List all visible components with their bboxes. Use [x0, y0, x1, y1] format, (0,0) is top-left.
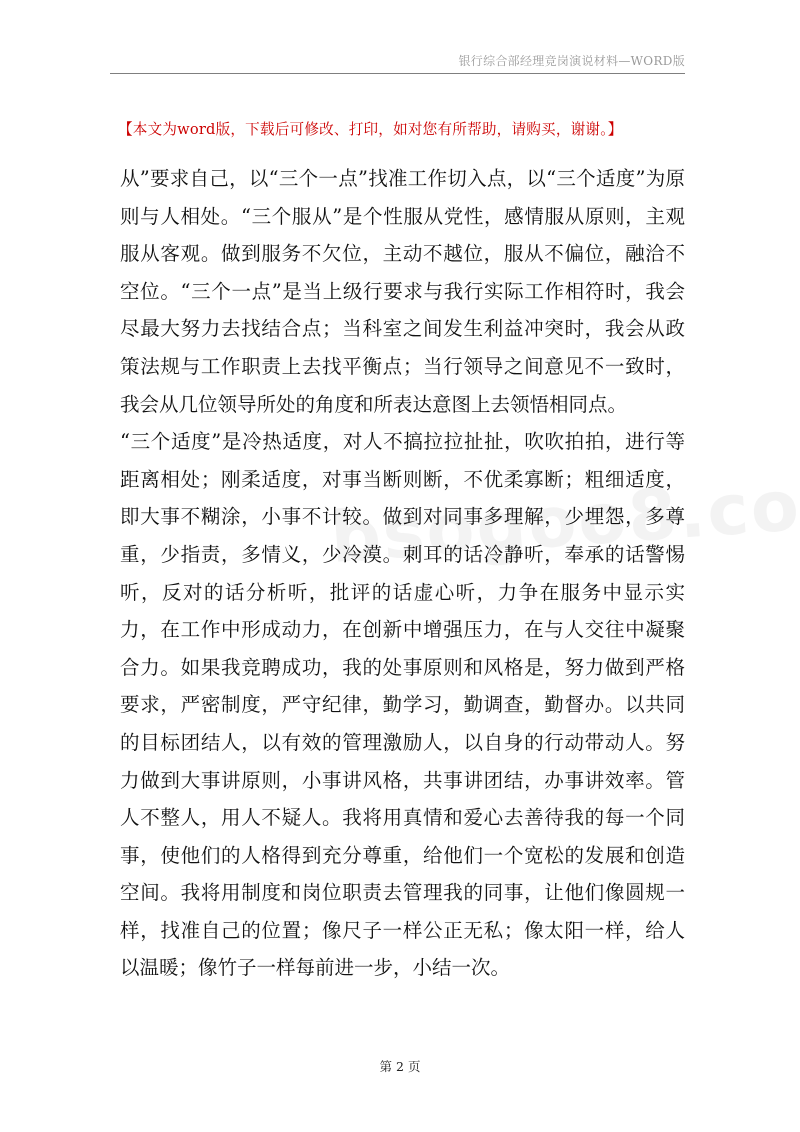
- body-paragraph-2: “三个适度”是冷热适度，对人不搞拉拉扯扯，吹吹拍拍，进行等距离相处；刚柔适度，对事当断则断，不优柔寡断；粗细适度，即大事不糊涂，小事不计较。做到对同事多理解，少埋怨，多尊重，少指责，多情义，少冷漠。刺耳的话冷静听，奉承的话警惕听，反对的话分析听，批评的话虚心听，力争在服务中显示实力，在工作中形成动力，在创新中增强压力，在与人交往中凝聚合力。如果我竞聘成功，我的处事原则和风格是，努力做到严格要求，严密制度，严守纪律，勤学习，勤调查，勤督办。以共同的目标团结人，以有效的管理激励人，以自身的行动带动人。努力做到大事讲原则，小事讲风格，共事讲团结，办事讲效率。管人不整人，用人不疑人。我将用真情和爱心去善待我的每一个同事，使他们的人格得到充分尊重，给他们一个宽松的发展和创造空间。我将用制度和岗位职责去管理我的同事，让他们像圆规一样，找准自己的位置；像尺子一样公正无私；像太阳一样，给人以温暖；像竹子一样每前进一步，小结一次。: [120, 430, 685, 980]
- running-header: 银行综合部经理竞岗演说材料—WORD版: [458, 54, 685, 68]
- page-number: 第 2 页: [379, 1059, 421, 1074]
- header-divider: [110, 73, 685, 74]
- download-notice: 【本文为word版，下载后可修改、打印，如对您有所帮助，请购买，谢谢。】: [118, 121, 623, 138]
- body-paragraph-1: 从”要求自己，以“三个一点”找准工作切入点，以“三个适度”为原则与人相处。“三个服从”是个性服从党性，感情服从原则，主观服从客观。做到服务不欠位，主动不越位，服从不偏位，融洽不空位。“三个一点”是当上级行要求与我行实际工作相符时，我会尽最大努力去找结合点；当科室之间发生利益冲突时，我会从政策法规与工作职责上去找平衡点；当行领导之间意见不一致时，我会从几位领导所处的角度和所表达意图上去领悟相同点。: [120, 167, 685, 416]
- body-text: [120, 160, 685, 987]
